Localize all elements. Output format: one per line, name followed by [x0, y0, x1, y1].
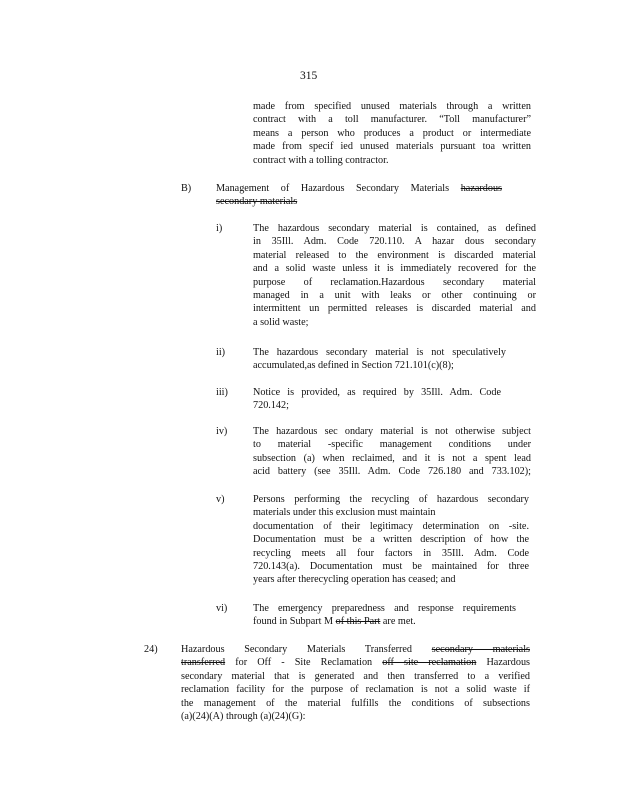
struck-text: of this Part: [335, 616, 381, 628]
item-iv-paragraph: [253, 425, 531, 479]
text-line: contract with a toll manufacturer. “Toll manufacturer”: [253, 114, 531, 126]
item-v-paragraph: [253, 493, 529, 587]
text-line: materials under this exclusion must maintain: [253, 507, 436, 519]
section-24-label: 24): [144, 644, 158, 655]
section-b-heading: [216, 182, 502, 209]
item-label: v): [216, 494, 225, 505]
heading-line: [216, 195, 502, 208]
text-line: secondary material that is generated and then transferred to a verified: [181, 670, 530, 682]
text-line: subsection (a) when reclaimed, and it is not a spent lead: [253, 452, 531, 464]
text-line: in 35Ill. Adm. Code 720.110. A hazar dous secondary: [253, 236, 536, 248]
text-line: The hazardous sec ondary material is not otherwise subject: [253, 426, 531, 437]
text-line: made from specif ied unused materials pursuant toa written: [253, 141, 531, 153]
text-line: [253, 615, 516, 628]
section-24-paragraph: [181, 643, 530, 723]
text-line: acid battery (see 35Ill. Adm. Code 726.180 and 733.102);: [253, 466, 531, 478]
text-line: purpose of reclamation.Hazardous secondary material: [253, 276, 536, 288]
text-line: managed in a unit with leaks or other continuing or: [253, 290, 536, 302]
intro-paragraph: [253, 100, 531, 167]
struck-text: secondary materials: [216, 196, 298, 208]
text-line: the management of the material fulfills the conditions of subsections: [181, 697, 530, 709]
text-line: to material -specific management conditions under: [253, 439, 531, 451]
text-span: found in Subpart M: [253, 616, 334, 628]
text-line: made from specified unused materials through a written: [253, 101, 531, 112]
text-line: Documentation must be a written description of how the: [253, 534, 529, 546]
text-line: Persons performing the recycling of hazardous secondary: [253, 494, 529, 505]
item-vi-paragraph: [253, 602, 516, 629]
text-line: 720.142;: [253, 400, 289, 412]
text-line: recycling meets all four factors in 35Ill. Adm. Code: [253, 547, 529, 559]
text-line: reclamation facility for the purpose of reclamation is not a solid waste if: [181, 684, 530, 696]
text-line: means a person who produces a product or intermediate: [253, 127, 531, 139]
item-label: vi): [216, 603, 228, 614]
struck-text: hazardous: [460, 183, 503, 194]
text-line: material released to the environment is discarded material: [253, 249, 536, 261]
text-line: Notice is provided, as required by 35Ill. Adm. Code: [253, 387, 501, 398]
text-line: [181, 656, 530, 669]
page-number: 315: [300, 70, 318, 82]
struck-text: transferred: [181, 657, 226, 669]
item-label: ii): [216, 347, 226, 358]
item-label: iii): [216, 387, 228, 398]
item-label: iv): [216, 426, 228, 437]
item-i-paragraph: [253, 222, 536, 329]
text-line: The hazardous secondary material is not speculatively: [253, 347, 506, 358]
text-span: for Off - Site Reclamation: [235, 657, 373, 669]
text-line: (a)(24)(A) through (a)(24)(G):: [181, 711, 306, 723]
text-line: years after therecycling operation has ceased; and: [253, 574, 456, 586]
item-ii-paragraph: [253, 346, 506, 373]
text-line: and a solid waste unless it is immediately recovered for the: [253, 263, 536, 275]
text-span: are met.: [382, 616, 416, 628]
item-iii-paragraph: [253, 386, 501, 413]
text-line: 720.143(a). Documentation must be maintained for three: [253, 561, 529, 573]
text-line: a solid waste;: [253, 316, 309, 328]
item-label: i): [216, 223, 223, 234]
struck-text: off site reclamation: [382, 657, 477, 669]
text-span: Hazardous: [486, 657, 531, 669]
text-line: contract with a tolling contractor.: [253, 154, 389, 166]
text-line: intermittent un permitted releases is discarded material and: [253, 303, 536, 315]
section-b-label: B): [181, 183, 192, 194]
text-line: accumulated,as defined in Section 721.101(c)(8);: [253, 360, 454, 372]
text-line: The hazardous secondary material is contained, as defined: [253, 223, 536, 234]
text-line: documentation of their legitimacy determination on -site.: [253, 520, 529, 532]
heading-text: Management of Hazardous Secondary Materials: [216, 183, 450, 194]
heading-line: [216, 182, 502, 195]
text-span: Hazardous Secondary Materials Transferred: [181, 644, 413, 655]
text-line: [181, 643, 530, 656]
struck-text: secondary materials: [431, 644, 530, 655]
text-line: The emergency preparedness and response requirements: [253, 603, 516, 614]
